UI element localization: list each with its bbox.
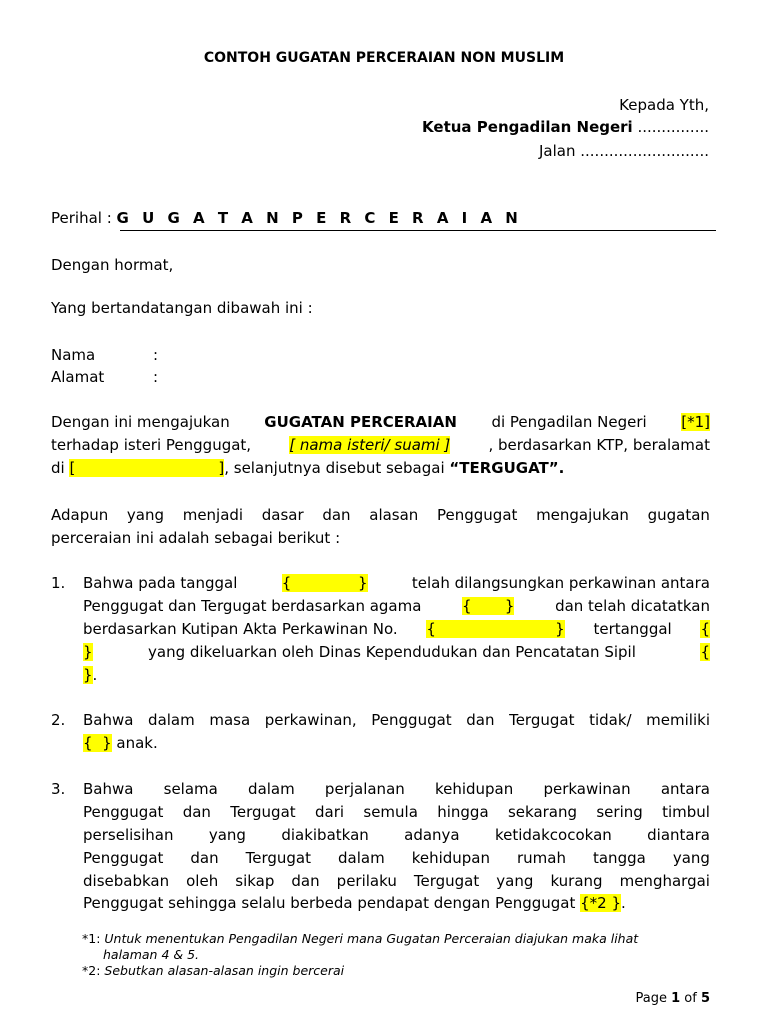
para2-line1: Adapun yang menjadi dasar dan alasan Penggugat mengajukan gugatan [51, 506, 710, 524]
placeholder-registry-open: { [700, 643, 710, 661]
item3-line: Penggugat dan Tergugat dalam kehidupan rumah tangga yang [83, 849, 710, 867]
name-colon: : [153, 346, 159, 364]
placeholder-spouse-name: [ nama isteri/ suami ] [289, 436, 451, 454]
placeholder-address: [ ] [69, 459, 225, 477]
item-number: 3. [51, 780, 66, 798]
subject-value: G U G A T A N P E R C E R A I A N [116, 209, 522, 227]
item2-line1: Bahwa dalam masa perkawinan, Penggugat dan Tergugat tidak/ memiliki [83, 711, 710, 729]
item1-line3: berdasarkan Kutipan Akta Perkawinan No. { } tertanggal { [83, 620, 710, 638]
intro-text: Yang bertandatangan dibawah ini : [51, 299, 313, 317]
court-dots: ............... [632, 118, 709, 136]
address-label: Alamat [51, 368, 105, 386]
court-name: Ketua Pengadilan Negeri [422, 118, 633, 136]
placeholder-certificate-no: { } [426, 620, 565, 638]
placeholder-issue-date-open: { [700, 620, 710, 638]
address-colon: : [153, 368, 159, 386]
greeting: Dengan hormat, [51, 256, 174, 274]
document-title: CONTOH GUGATAN PERCERAIAN NON MUSLIM [203, 50, 565, 66]
subject-label: Perihal : [51, 209, 117, 227]
court-name-line [422, 118, 709, 136]
item3-line: perselisihan yang diakibatkan adanya ketidakcocokan diantara [83, 826, 710, 844]
placeholder-marriage-date: { } [281, 574, 368, 592]
street-line: Jalan ........................... [539, 142, 709, 160]
item1-line5: }. [83, 666, 98, 684]
item-number: 2. [51, 711, 66, 729]
placeholder-religion: { } [462, 597, 515, 615]
footnote-1: *1: Untuk menentukan Pengadilan Negeri mana Gugatan Perceraian diajukan maka lihat [82, 931, 639, 946]
item3-line: disebabkan oleh sikap dan perilaku Tergugat yang kurang menghargai [83, 872, 710, 890]
subject-line [51, 209, 522, 227]
subject-underline [120, 230, 716, 231]
name-label: Nama [51, 346, 96, 364]
para1-line2: terhadap isteri Penggugat, [ nama isteri/ suami ] , berdasarkan KTP, beralamat [51, 436, 710, 454]
addressee-greeting: Kepada Yth, [619, 96, 709, 114]
para1-line1: Dengan ini mengajukan GUGATAN PERCERAIAN di Pengadilan Negeri [*1] [51, 413, 710, 431]
footnote-2: *2: Sebutkan alasan-alasan ingin bercerai [82, 963, 345, 978]
footnote-1-cont: halaman 4 & 5. [103, 947, 200, 962]
placeholder-court: [*1] [681, 413, 710, 431]
para1-line3: di [ ], selanjutnya disebut sebagai “TERGUGAT”. [51, 459, 565, 477]
item3-last-line: Penggugat sehingga selalu berbeda pendapat dengan Penggugat {*2 }. [83, 894, 626, 912]
para2-line2: perceraian ini adalah sebagai berikut : [51, 529, 341, 547]
page-number: Page 1 of 5 [635, 991, 710, 1006]
placeholder-reason: {*2 } [580, 894, 622, 912]
placeholder-children-count: { } [83, 734, 112, 752]
item3-line: Penggugat dan Tergugat dari semula hingga sekarang sering timbul [83, 803, 710, 821]
item-number: 1. [51, 574, 66, 592]
item1-line1: Bahwa pada tanggal { } telah dilangsungkan perkawinan antara [83, 574, 710, 592]
item1-line4: yang dikeluarkan oleh Dinas Kependudukan dan Pencatatan Sipil { [148, 643, 710, 661]
item1-line4-brace: } [83, 643, 93, 661]
item2-line2: { } anak. [83, 734, 158, 752]
item1-line2: Penggugat dan Tergugat berdasarkan agama { } dan telah dicatatkan [83, 597, 710, 615]
item3-line: Bahwa selama dalam perjalanan kehidupan perkawinan antara [83, 780, 710, 798]
